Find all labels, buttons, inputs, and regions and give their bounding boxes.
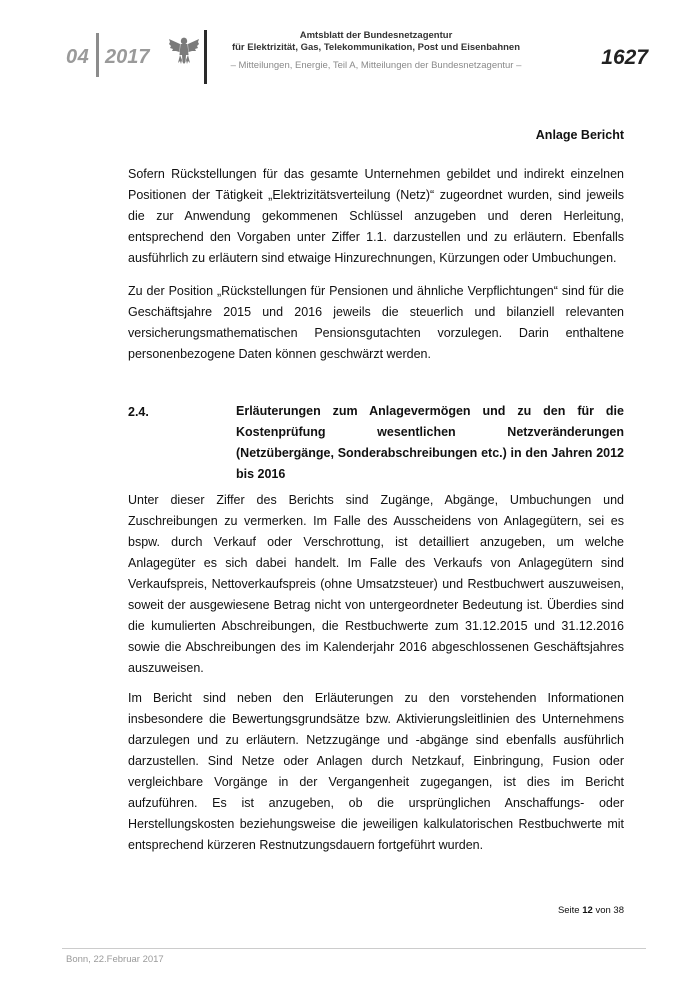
gazette-title: Amtsblatt der Bundesnetzagentur — [299, 30, 453, 41]
paragraph: Zu der Position „Rückstellungen für Pensionen und ähnliche Verpflichtungen“ sind für die Geschäftsjahre 2015 und 2016 jeweils die steuerlich und bilanziell relevanten versicherungsmathematischen Pensionsgutachten vorzulegen. Darin enthaltene personenbezogene Daten können geschwärzt werden. — [128, 284, 624, 361]
section-title: Erläuterungen zum Anlagevermögen und zu den für die Kostenprüfung wesentlichen Netzveränderungen (Netzübergänge, Sonderabschreibungen etc.) in den Jahren 2012 bis 2016 — [236, 404, 624, 481]
header-divider — [96, 33, 99, 77]
issue-year: 2017 — [105, 46, 150, 68]
section-number: 2.4. — [128, 405, 149, 419]
annex-label: Anlage Bericht — [535, 128, 624, 142]
gazette-subtitle: für Elektrizität, Gas, Telekommunikation, Post und Eisenbahnen — [231, 42, 521, 53]
paragraph: Unter dieser Ziffer des Berichts sind Zugänge, Abgänge, Umbuchungen und Zuschreibungen zu vermerken. Im Falle des Ausscheidens von Anlagegütern, sei es bspw. durch Verkauf oder Verschrottung, ist detailliert anzugeben, um welche Anlagegüter es sich dabei handelt. Im Falle des Verkaufs von Anlagegütern sind Verkaufspreis, Nettoverkaufspreis (ohne Umsatzsteuer) und Restbuchwert auszuweisen, soweit der ausgewiesene Betrag nicht von untergeordneter Bedeutung ist. Überdies sind die kumulierten Abschreibungen, die Restbuchwerte zum 31.12.2015 und 31.12.2016 sowie die Abschreibungen des im Kalenderjahr 2016 abgeschlossenen Geschäftsjahres auszuweisen. — [128, 493, 624, 675]
header-divider — [204, 30, 207, 84]
page-current: 12 — [582, 905, 593, 916]
paragraph: Im Bericht sind neben den Erläuterungen zu den vorstehenden Informationen insbesondere die Bewertungsgrundsätze bzw. Aktivierungsleitlinien des Unternehmens darzulegen und zu erläutern. Netzzugänge und -abgänge sind ebenfalls ausführlich darzustellen. Sind Netze oder Anlagen durch Netzkauf, Einbringung, Fusion oder vergleichbare Vorgänge in der Vergangenheit zugegangen, ist dies im Bericht aufzuführen. Es ist anzugeben, ob die ursprünglichen Anschaffungs- oder Herstellungskosten beziehungsweise die jeweiligen kalkulatorischen Restbuchwerte mit entsprechend kürzeren Restnutzungsdauern fortgeführt wurden. — [128, 691, 624, 852]
federal-eagle-icon — [168, 33, 200, 67]
footer-divider — [62, 948, 646, 949]
page-total: 38 — [613, 905, 624, 916]
paragraph: Sofern Rückstellungen für das gesamte Unternehmen gebildet und indirekt einzelnen Positionen der Tätigkeit „Elektrizitätsverteilung (Netz)“ zugeordnet wurden, sind jeweils die zur Anwendung gekommenen Schlüssel anzugeben und deren Herleitung, entsprechend den Vorgaben unter Ziffer 1.1. darzustellen und zu erläutern. Ebenfalls ausführlich zu erläutern sind etwaige Hinzurechnungen, Kürzungen oder Umbuchungen. — [128, 167, 624, 265]
page-counter — [558, 905, 624, 916]
gazette-page-number: 1627 — [601, 46, 648, 69]
footer-date: Bonn, 22.Februar 2017 — [66, 954, 164, 965]
issue-number: 04 — [66, 46, 90, 68]
gazette-section: – Mitteilungen, Energie, Teil A, Mitteilungen der Bundesnetzagentur – — [230, 60, 522, 71]
page-separator: von — [595, 905, 611, 916]
page-prefix: Seite — [557, 905, 580, 916]
